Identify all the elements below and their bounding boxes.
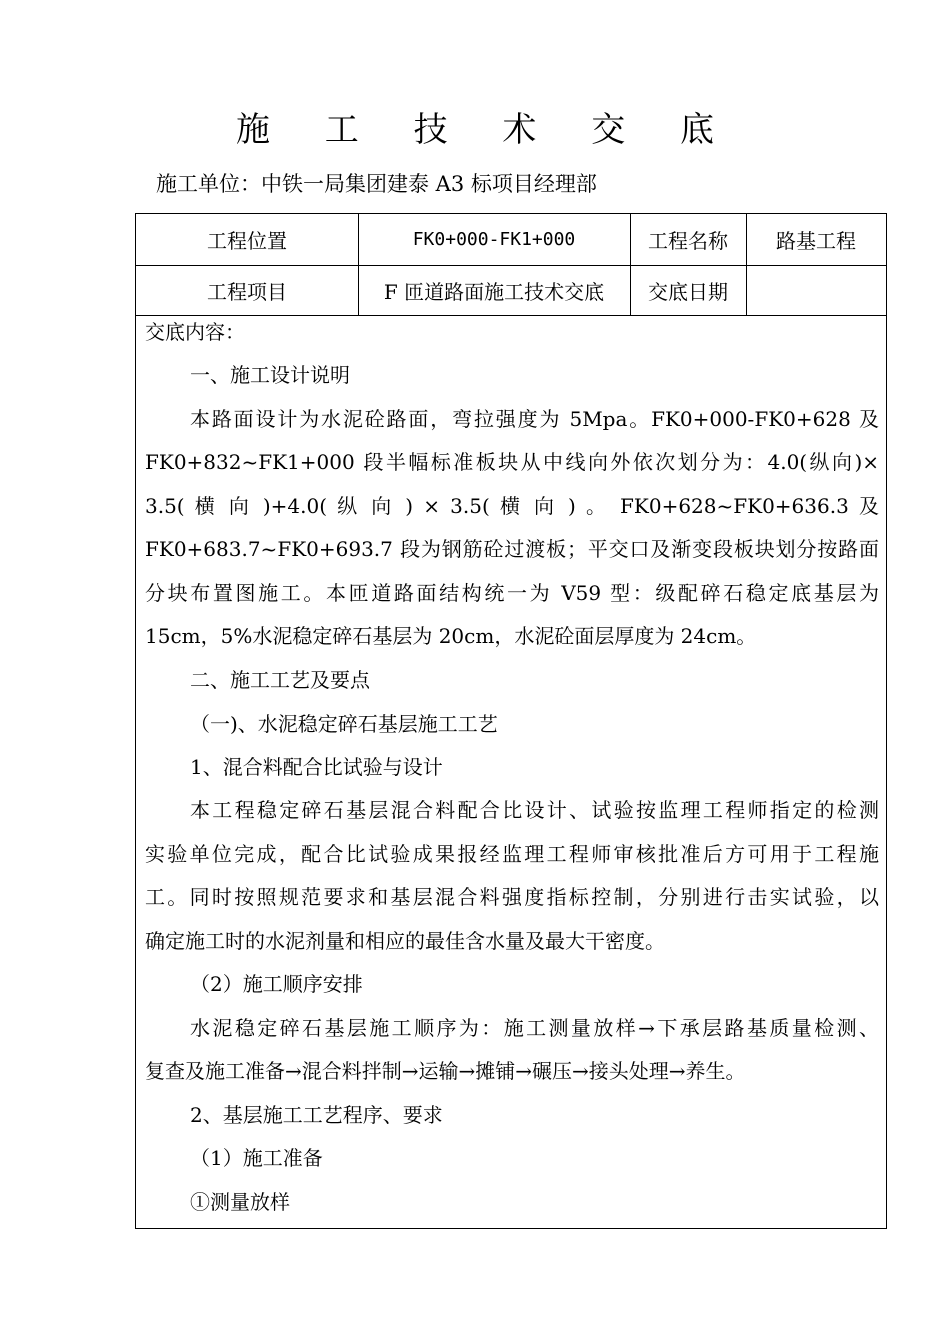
paragraph-line: 复查及施工准备→混合料拌制→运输→摊铺→碾压→接头处理→养生。 [145,1059,746,1083]
paragraph-line: 实验单位完成，配合比试验成果报经监理工程师审核批准后方可用于工程施 [145,842,879,866]
label-project-name: 工程名称 [648,229,728,253]
section-heading: 二、施工工艺及要点 [190,668,370,692]
document-title: 施 工 技 术 交 底 [235,110,737,150]
label-project-location: 工程位置 [207,229,287,253]
paragraph-line: 15cm，5%水泥稳定碎石基层为 20cm，水泥砼面层厚度为 24cm。 [145,624,757,648]
section-heading: 一、施工设计说明 [190,363,350,387]
value-project-location: FK0+000-FK1+000 [412,229,576,250]
paragraph-line: 3.5( 横 向 )+4.0( 纵 向 ) × 3.5( 横 向 ) 。 FK0+628~FK0+636.3 及 [145,494,879,518]
label-disclosure-date: 交底日期 [648,279,728,304]
label-project-item: 工程项目 [207,279,287,304]
subsection-heading: （1）施工准备 [190,1146,323,1170]
subsection-heading: 2、基层施工工艺程序、要求 [190,1103,443,1127]
paragraph-line: 分块布置图施工。本匝道路面结构统一为 V59 型：级配碎石稳定底基层为 [145,581,879,605]
value-disclosure-date [746,265,886,315]
construction-unit: 施工单位：中铁一局集团建泰 A3 标项目经理部 [156,172,597,196]
paragraph-line: FK0+832~FK1+000 段半幅标准板块从中线向外依次划分为：4.0(纵向)× [145,450,879,474]
paragraph-line: 本路面设计为水泥砼路面，弯拉强度为 5Mpa。FK0+000-FK0+628 及 [190,407,879,431]
paragraph-line: 水泥稳定碎石基层施工顺序为：施工测量放样→下承层路基质量检测、 [190,1016,879,1040]
disclosure-form [135,213,887,1229]
subsection-heading: ①测量放样 [190,1190,290,1214]
paragraph-line: 工。同时按照规范要求和基层混合料强度指标控制，分别进行击实试验，以 [145,885,879,909]
paragraph-line: 本工程稳定碎石基层混合料配合比设计、试验按监理工程师指定的检测 [190,798,879,822]
paragraph-line: FK0+683.7~FK0+693.7 段为钢筋砼过渡板；平交口及渐变段板块划分按路面 [145,537,879,561]
subsection-heading: （一)、水泥稳定碎石基层施工工艺 [190,712,498,736]
value-project-name: 路基工程 [776,229,856,253]
subsection-heading: （2）施工顺序安排 [190,972,363,996]
subsection-heading: 1、混合料配合比试验与设计 [190,755,443,779]
content-heading: 交底内容： [145,320,245,344]
row-divider [136,315,886,316]
paragraph-line: 确定施工时的水泥剂量和相应的最佳含水量及最大干密度。 [145,929,665,953]
value-project-item: F 匝道路面施工技术交底 [383,279,605,304]
